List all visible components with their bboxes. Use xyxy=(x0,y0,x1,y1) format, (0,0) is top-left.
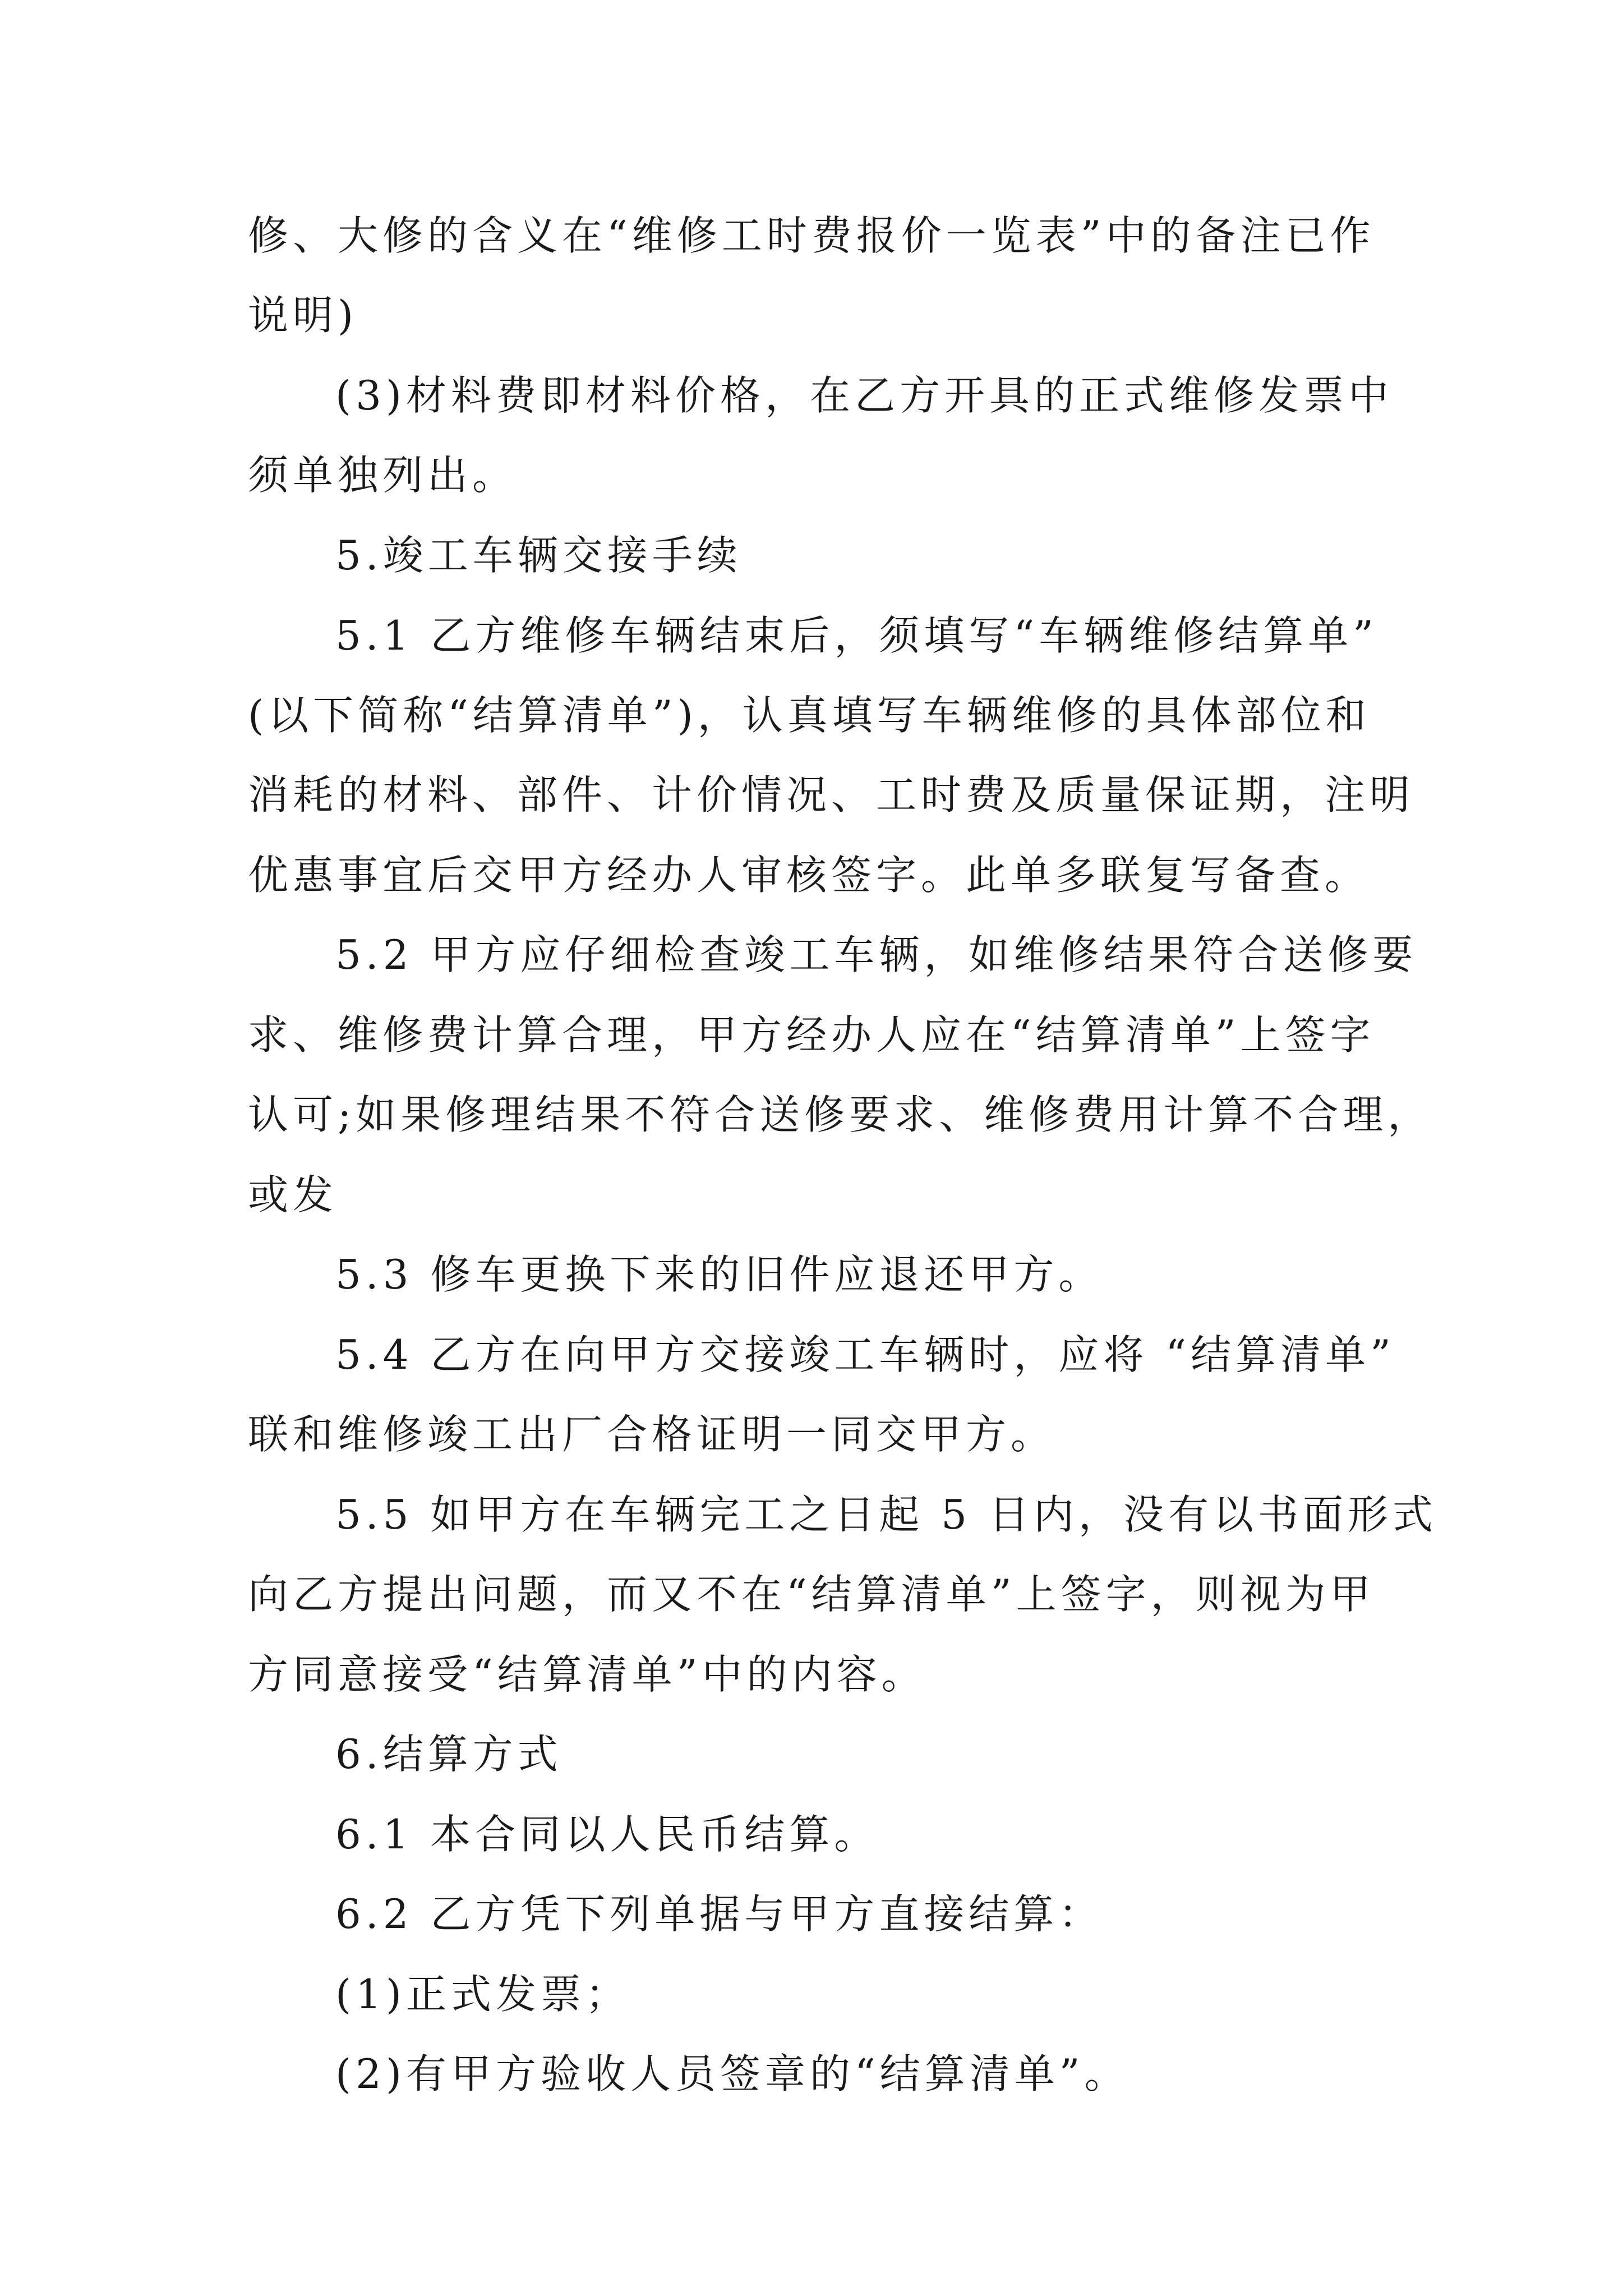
text-line: 消耗的材料、部件、计价情况、工时费及质量保证期，注明 xyxy=(248,771,1415,818)
text-line: 联和维修竣工出厂合格证明一同交甲方。 xyxy=(248,1411,1056,1458)
text-line: (以下简称“结算清单”)，认真填写车辆维修的具体部位和 xyxy=(248,692,1371,739)
text-line: 5.2 甲方应仔细检查竣工车辆，如维修结果符合送修要 xyxy=(335,931,1418,978)
text-line: 5.5 如甲方在车辆完工之日起 5 日内，没有以书面形式 xyxy=(335,1491,1437,1538)
text-line: 6.2 乙方凭下列单据与甲方直接结算： xyxy=(335,1890,1104,1938)
text-line: 认可;如果修理结果不符合送修要求、维修费用计算不合理， xyxy=(248,1091,1433,1138)
text-line: 优惠事宜后交甲方经办人审核签字。此单多联复写备查。 xyxy=(248,852,1370,899)
text-line: 5.4 乙方在向甲方交接竣工车辆时，应将 “结算清单” xyxy=(335,1331,1395,1378)
text-line: (2)有甲方验收人员签章的“结算清单”。 xyxy=(335,2050,1129,2097)
text-line: 向乙方提出问题，而又不在“结算清单”上签字，则视为甲 xyxy=(248,1571,1375,1618)
text-line: 5.3 修车更换下来的旧件应退还甲方。 xyxy=(335,1251,1104,1298)
text-line: 5.1 乙方维修车辆结束后，须填写“车辆维修结算单” xyxy=(335,612,1378,659)
text-line: 修、大修的含义在“维修工时费报价一览表”中的备注已作 xyxy=(248,212,1375,259)
text-line: (3)材料费即材料价格，在乙方开具的正式维修发票中 xyxy=(335,372,1393,419)
text-line: 5.竣工车辆交接手续 xyxy=(335,532,742,579)
text-line: 须单独列出。 xyxy=(248,452,518,499)
text-line: 6.结算方式 xyxy=(335,1731,562,1778)
text-line: 说明) xyxy=(248,292,358,339)
text-line: 6.1 本合同以人民币结算。 xyxy=(335,1811,879,1858)
text-line: (1)正式发票； xyxy=(335,1971,630,2018)
text-line: 或发 xyxy=(248,1171,338,1218)
text-line: 求、维修费计算合理，甲方经办人应在“结算清单”上签字 xyxy=(248,1011,1375,1059)
text-line: 方同意接受“结算清单”中的内容。 xyxy=(248,1651,926,1698)
